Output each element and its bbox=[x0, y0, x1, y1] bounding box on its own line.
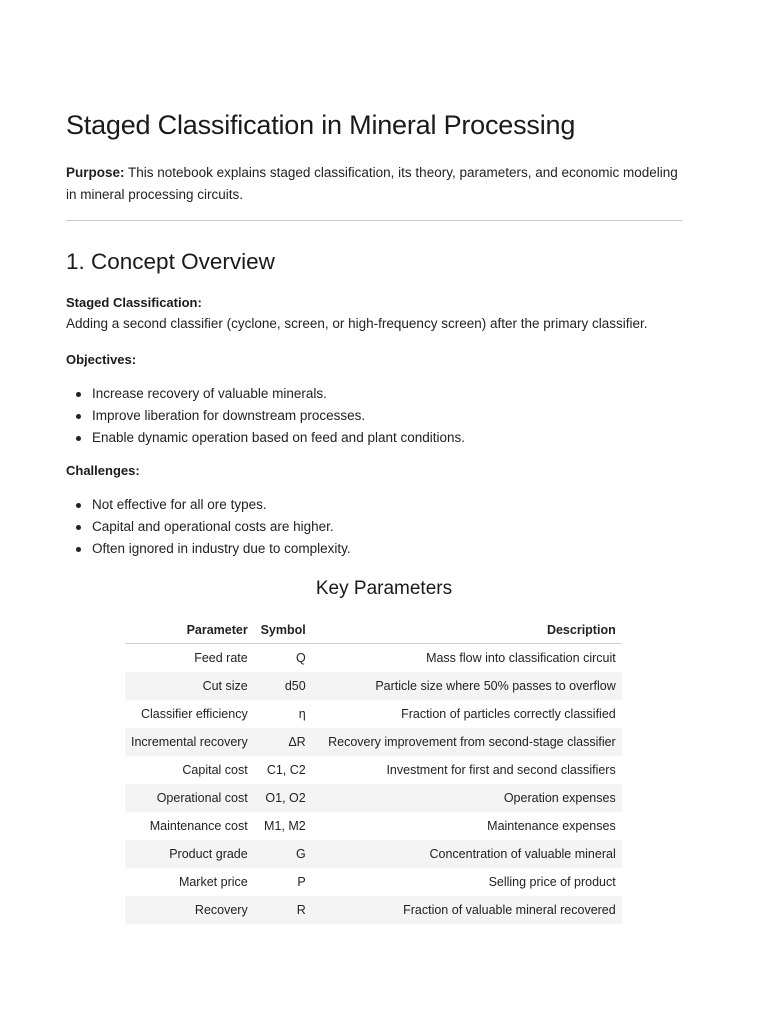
column-header-description: Description bbox=[312, 617, 622, 644]
cell-parameter: Product grade bbox=[125, 840, 254, 868]
cell-symbol: O1, O2 bbox=[254, 784, 312, 812]
cell-parameter: Market price bbox=[178, 875, 248, 889]
purpose-label: Purpose: bbox=[66, 165, 125, 180]
column-header-symbol: Symbol bbox=[254, 617, 312, 644]
objectives-list bbox=[66, 383, 682, 449]
cell-symbol: C1, C2 bbox=[266, 763, 306, 777]
page-title: Staged Classification in Mineral Processing bbox=[66, 110, 576, 140]
list-item-text: Enable dynamic operation based on feed and plant conditions. bbox=[92, 430, 466, 445]
cell-parameter: Operational cost bbox=[125, 784, 254, 812]
bullet-icon bbox=[76, 547, 81, 552]
cell-symbol: R bbox=[254, 896, 312, 924]
cell-parameter: Maintenance cost bbox=[149, 819, 248, 833]
list-item-text: Improve liberation for downstream processes. bbox=[92, 408, 366, 423]
cell-symbol: d50 bbox=[254, 672, 312, 700]
bullet-icon bbox=[76, 392, 81, 397]
cell-description: Investment for first and second classifiers bbox=[386, 763, 616, 777]
cell-symbol: ΔR bbox=[254, 728, 312, 756]
challenges-label: Challenges: bbox=[66, 463, 140, 478]
purpose-paragraph bbox=[66, 162, 682, 206]
bullet-icon bbox=[76, 525, 81, 530]
cell-description: Particle size where 50% passes to overflow bbox=[312, 672, 622, 700]
list-item bbox=[92, 405, 682, 427]
list-item-text: Often ignored in industry due to complexity. bbox=[92, 541, 351, 556]
list-item-text: Increase recovery of valuable minerals. bbox=[92, 386, 327, 401]
table-row bbox=[125, 672, 622, 700]
list-item bbox=[92, 538, 682, 560]
cell-parameter: Recovery bbox=[125, 896, 254, 924]
cell-parameter: Classifier efficiency bbox=[140, 707, 248, 721]
table-row bbox=[125, 840, 622, 868]
staged-classification-label: Staged Classification: bbox=[66, 295, 202, 310]
list-item-text: Capital and operational costs are higher. bbox=[92, 519, 334, 534]
objectives-label: Objectives: bbox=[66, 352, 137, 367]
cell-symbol: Q bbox=[295, 651, 306, 665]
cell-symbol: P bbox=[297, 875, 306, 889]
column-header-parameter: Parameter bbox=[125, 617, 254, 644]
key-parameters-table bbox=[125, 617, 622, 924]
table-row bbox=[125, 728, 622, 756]
bullet-icon bbox=[76, 414, 81, 419]
table-row bbox=[125, 644, 622, 673]
section-divider bbox=[66, 220, 682, 221]
notebook-content bbox=[66, 108, 682, 560]
cell-description: Mass flow into classification circuit bbox=[426, 651, 616, 665]
list-item bbox=[92, 516, 682, 538]
table-row bbox=[125, 784, 622, 812]
section-heading-concept-overview: 1. Concept Overview bbox=[66, 249, 275, 274]
list-item bbox=[92, 494, 682, 516]
cell-description: Recovery improvement from second-stage classifier bbox=[312, 728, 622, 756]
cell-description: Fraction of valuable mineral recovered bbox=[312, 896, 622, 924]
cell-description: Selling price of product bbox=[488, 875, 616, 889]
table-header-row bbox=[125, 617, 622, 644]
cell-parameter: Incremental recovery bbox=[125, 728, 254, 756]
list-item bbox=[92, 427, 682, 449]
list-item bbox=[92, 383, 682, 405]
cell-parameter: Cut size bbox=[125, 672, 254, 700]
key-parameters-title: Key Parameters bbox=[315, 578, 453, 599]
purpose-text: This notebook explains staged classification, its theory, parameters, and economic modeling in mineral processing circuits. bbox=[66, 165, 678, 202]
table-row bbox=[125, 700, 622, 728]
staged-classification-text: Adding a second classifier (cyclone, screen, or high-frequency screen) after the primary classifier. bbox=[66, 316, 648, 331]
cell-description: Operation expenses bbox=[312, 784, 622, 812]
cell-description: Concentration of valuable mineral bbox=[312, 840, 622, 868]
table-row bbox=[125, 756, 622, 784]
challenges-list bbox=[66, 494, 682, 560]
cell-parameter: Feed rate bbox=[194, 651, 248, 665]
cell-description: Maintenance expenses bbox=[487, 819, 616, 833]
list-item-text: Not effective for all ore types. bbox=[92, 497, 267, 512]
table-row bbox=[125, 812, 622, 840]
cell-description: Fraction of particles correctly classified bbox=[401, 707, 616, 721]
cell-parameter: Capital cost bbox=[182, 763, 248, 777]
bullet-icon bbox=[76, 503, 81, 508]
table-row bbox=[125, 896, 622, 924]
cell-symbol: η bbox=[298, 707, 306, 721]
cell-symbol: M1, M2 bbox=[264, 819, 306, 833]
cell-symbol: G bbox=[254, 840, 312, 868]
bullet-icon bbox=[76, 436, 81, 441]
table-row bbox=[125, 868, 622, 896]
